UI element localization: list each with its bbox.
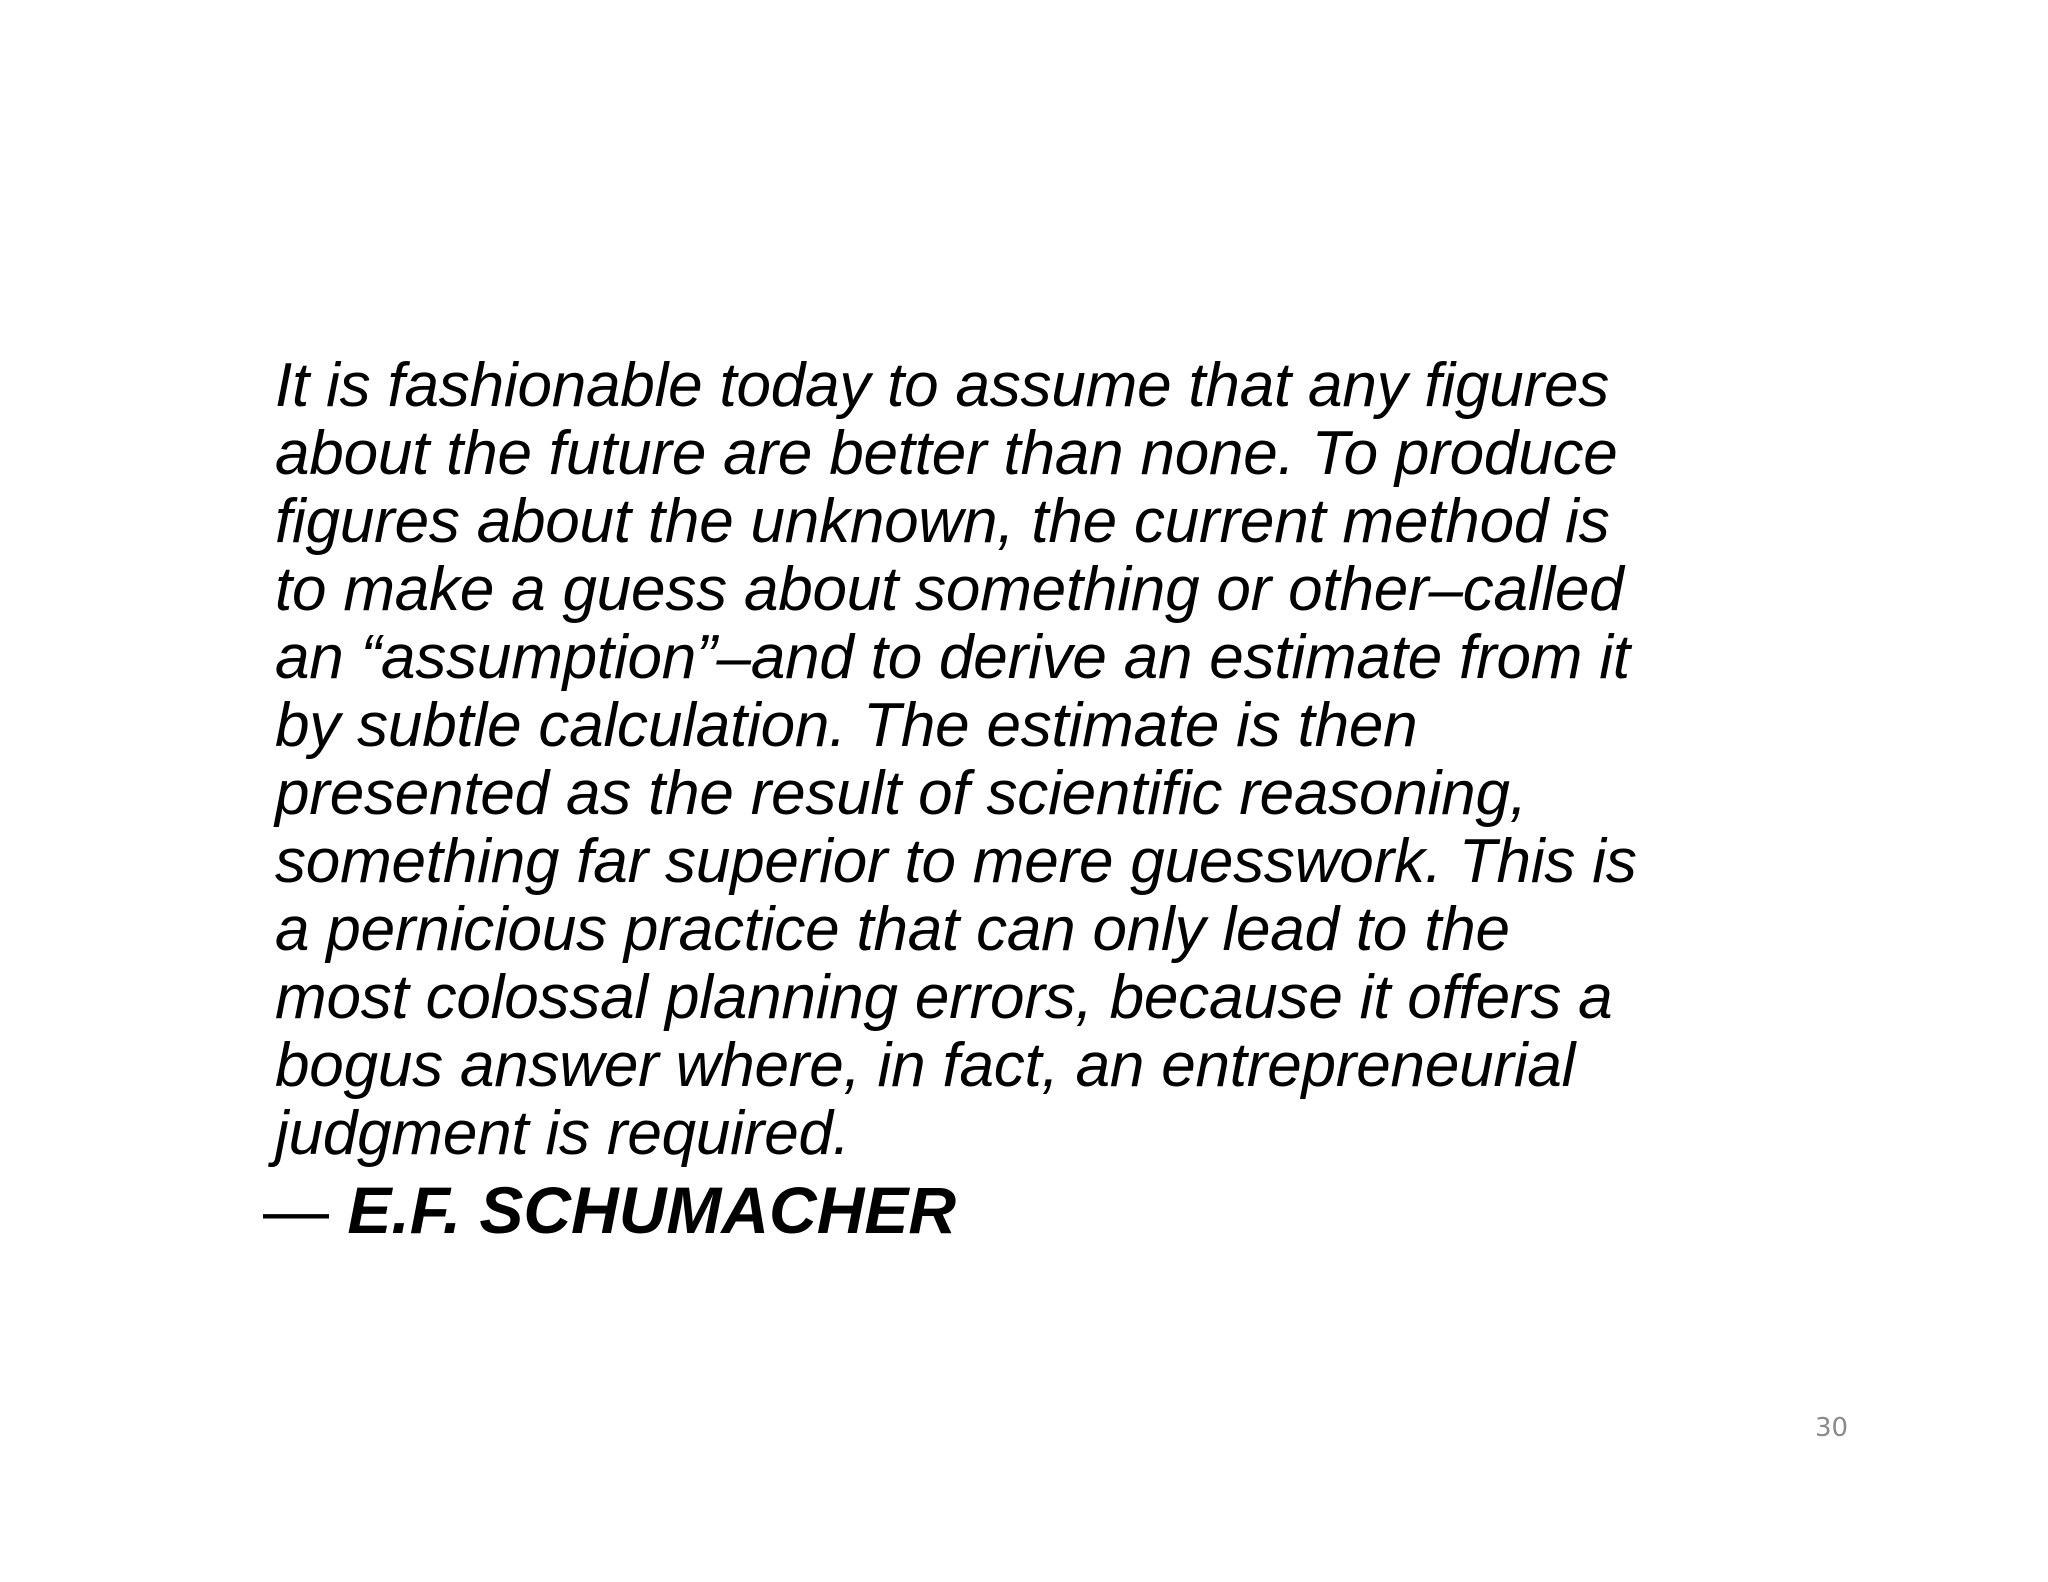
quote-line: figures about the unknown, the current method is (275, 487, 1610, 556)
quote-attribution (263, 1172, 956, 1248)
quote-line: bogus answer where, in fact, an entrepreneurial (275, 1031, 1576, 1100)
attribution-dash: — (263, 1173, 329, 1247)
quote-line: about the future are better than none. To produce (275, 419, 1618, 488)
quote-line: something far superior to mere guesswork. This is (275, 827, 1637, 896)
quote-text (275, 352, 1855, 1168)
quote-line: by subtle calculation. The estimate is then (275, 691, 1418, 760)
quote-line: presented as the result of scientific reasoning, (275, 759, 1527, 828)
attribution-author: E.F. SCHUMACHER (347, 1173, 957, 1247)
page-number: 30 (1815, 1413, 1849, 1443)
quote-line: It is fashionable today to assume that any figures (275, 351, 1610, 420)
quote-line: judgment is required. (275, 1099, 850, 1168)
quote-line: a pernicious practice that can only lead to the (275, 895, 1510, 964)
quote-line: most colossal planning errors, because it offers a (275, 963, 1613, 1032)
quote-line: an “assumption”–and to derive an estimate from it (275, 623, 1630, 692)
quote-block (275, 352, 1855, 1168)
quote-line: to make a guess about something or other–called (275, 555, 1624, 624)
